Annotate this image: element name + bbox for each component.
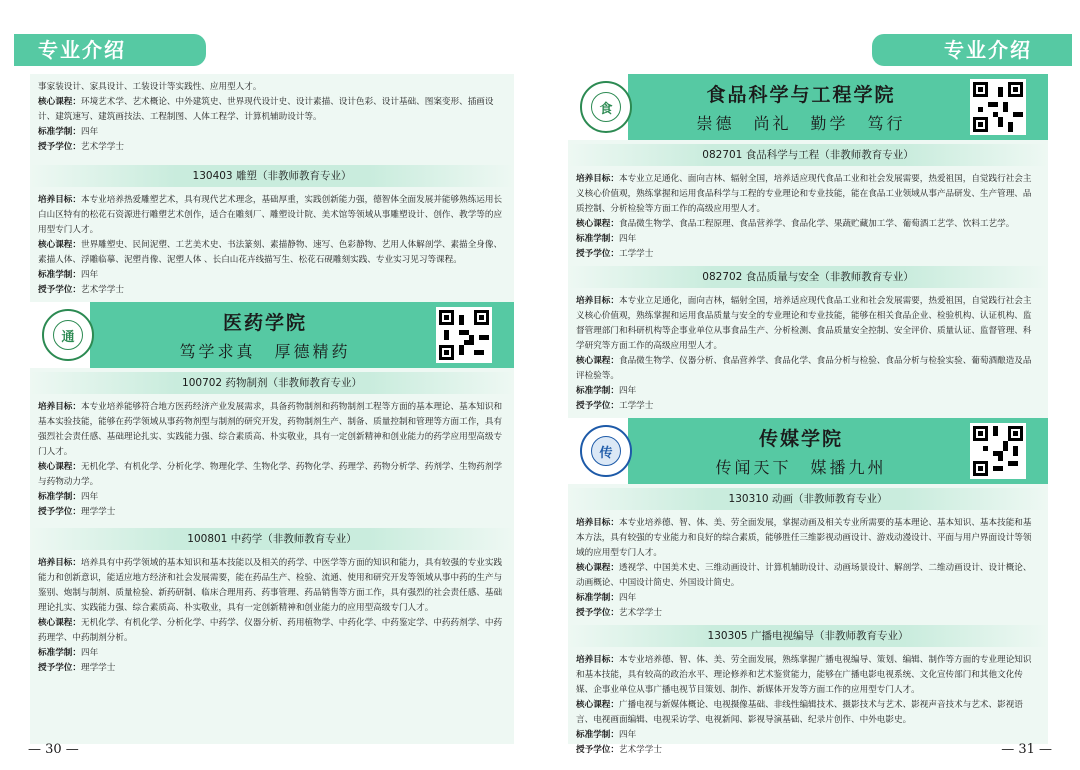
page-number-right: — 31 — — [1001, 742, 1052, 757]
major-block-food-science — [568, 172, 1048, 262]
core-courses: 核心课程：广播电视与新媒体概论、电视摄像基础、非线性编辑技术、摄影技术与艺术、影视声音技术与艺术、影视语言、电视画面编辑、电视采访学、电视新闻、影视导演基础、纪录片创作、中外电影史。 — [576, 700, 1023, 725]
degree: 授予学位：工学学士 — [576, 249, 654, 259]
college-seal-icon: 传 — [580, 425, 632, 477]
major-title-tcm: 100801 中药学（非教师教育专业） — [30, 528, 514, 550]
study-duration: 标准学制：四年 — [38, 270, 99, 280]
core-courses: 核心课程：食品微生物学、食品工程原理、食品营养学、食品化学、果蔬贮藏加工学、葡萄酒工艺学、饮料工艺学。 — [576, 219, 1015, 229]
major-title-food-science: 082701 食品科学与工程（非教师教育专业） — [568, 144, 1048, 166]
major-block-food-safety — [568, 294, 1048, 414]
page-number-left: — 30 — — [28, 742, 79, 757]
study-duration: 标准学制：四年 — [38, 492, 99, 502]
qr-code-icon — [970, 423, 1026, 479]
degree: 授予学位：艺术学学士 — [38, 285, 124, 295]
study-duration: 标准学制：四年 — [576, 386, 637, 396]
degree: 授予学位：艺术学学士 — [38, 142, 124, 152]
core-courses: 核心课程：无机化学、有机化学、分析化学、中药学、仪器分析、药用植物学、中药化学、中药鉴定学、中药药剂学、中药药理学、中药制剂分析。 — [38, 618, 503, 643]
training-goal: 培养目标：本专业培养能够符合地方医药经济产业发展需求，具备药物制剂和药物制剂工程等方面的基本理论、基本知识和基本实验技能，能够在药学领域从事药物剂型与制剂的研究开发，药物制剂生产、制备、质量控制和管理等方面工作，具有强烈社会责任感、基础理论扎实、实践能力强、综合素质高、朴实敬业，具有一定创新精神和创业能力的药学应用型高级专门人才。 — [38, 402, 503, 457]
major-block-sculpture — [30, 193, 514, 298]
college-seal-icon: 食 — [580, 81, 632, 133]
college-name: 传媒学院 — [758, 428, 843, 450]
major-block-broadcast — [568, 653, 1048, 758]
major-title-broadcast: 130305 广播电视编导（非教师教育专业） — [568, 625, 1048, 647]
college-banner-food — [568, 74, 1048, 140]
major-block-animation — [568, 516, 1048, 621]
study-duration: 标准学制：四年 — [576, 730, 637, 740]
study-duration: 标准学制：四年 — [576, 234, 637, 244]
college-name: 食品科学与工程学院 — [706, 84, 896, 106]
qr-code-icon — [970, 79, 1026, 135]
core-courses: 核心课程：无机化学、有机化学、分析化学、物理化学、生物化学、药物化学、药理学、药物分析学、药剂学、生物药剂学与药物动力学。 — [38, 462, 503, 487]
intro-line: 事家装设计、家具设计、工装设计等实践性、应用型人才。 — [38, 82, 262, 92]
training-goal: 培养目标：本专业培养德、智、体、美、劳全面发展，掌握动画及相关专业所需要的基本理论、基本知识、基本技能和基本方法，具有较强的专业能力和良好的综合素质，能够胜任三维影视动画设计、游戏动漫设计、平面与用户界面设计等领域的应用型专门人才。 — [576, 518, 1032, 558]
study-duration: 标准学制：四年 — [38, 127, 99, 137]
training-goal: 培养目标：本专业立足通化，面向吉林，辐射全国，培养适应现代食品工业和社会发展需要，热爱祖国，自觉践行社会主义核心价值观，熟练掌握和运用食品质量与安全的专业理论和专业技能，能够在相关食品企业、检验机构、认证机构、监督管理部门和科研机构等企事业单位从事食品生产、分析检测、食品质量安全控制、安全评价、质量认证、监督管理、科学研究等方面工作的高级应用型人才。 — [576, 296, 1032, 351]
training-goal: 培养目标：本专业立足通化、面向吉林、辐射全国，培养适应现代食品工业和社会发展需要，热爱祖国，自觉践行社会主义核心价值观，熟练掌握和运用食品科学与工程的专业理论和专业技能，能在食品工业领域从事产品研发、生产管理、品质控制、分析检验等方面工作的高级应用型人才。 — [576, 174, 1032, 214]
core-courses: 核心课程：环境艺术学、艺术概论、中外建筑史、世界现代设计史、设计素描、设计色彩、设计基础、图案变形、插画设计、建筑速写、建筑画技法、工程制图、人体工程学、计算机辅助设计等。 — [38, 97, 494, 122]
training-goal: 培养目标：本专业培养德、智、体、美、劳全面发展，熟练掌握广播电视编导、策划、编辑、制作等方面的专业理论知识和基本技能，具有较高的政治水平、理论修养和艺术鉴赏能力，能够在广播电影电视系统、文化宣传部门和其他文化传媒、企事业单位从事广播电视节目策划、制作、新媒体开发等方面工作的应用型专门人才。 — [576, 655, 1032, 695]
college-motto: 笃学求真 厚德精药 — [179, 342, 351, 361]
training-goal: 培养目标：本专业培养热爱雕塑艺术，具有现代艺术理念，基础厚重，实践创新能力强，德智体全面发展并能够熟练运用长白山区特有的松花石资源进行雕塑艺术创作，适合在雕刻厂、雕塑设计院、美术馆等领域从事雕塑设计、创作、教学等的应用型专门人才。 — [38, 195, 503, 235]
study-duration: 标准学制：四年 — [576, 593, 637, 603]
college-name: 医药学院 — [222, 312, 307, 334]
section-header-left: 专业介绍 — [14, 34, 206, 66]
college-motto: 传闻天下 媒播九州 — [715, 458, 887, 477]
major-block-pharmaceutics — [30, 400, 514, 520]
core-courses: 核心课程：透视学、中国美术史、三维动画设计、计算机辅助设计、动画场景设计、解剖学、二维动画设计、设计概论、动画概论、中国设计简史、外国设计简史。 — [576, 563, 1032, 588]
training-goal: 培养目标：培养具有中药学领域的基本知识和基本技能以及相关的药学、中医学等方面的知识和能力，具有较强的专业实践能力和创新意识，能适应地方经济和社会发展需要，能在药品生产、检验、流通、使用和研究开发等领域从事中药的生产与鉴别、炮制与制剂、质量检验、新药研制、临床合理用药、药事管理、药品销售等方面工作，具有强烈的社会责任感、基础理论扎实、实践能力强、综合素质高、朴实敬业，具有一定创新精神和创业能力的应用型高级专门人才。 — [38, 558, 503, 613]
degree: 授予学位：理学学士 — [38, 507, 116, 517]
degree: 授予学位：艺术学学士 — [576, 608, 662, 618]
college-banner-media — [568, 418, 1048, 484]
college-banner-pharmacy — [30, 302, 514, 368]
core-courses: 核心课程：世界雕塑史、民间泥塑、工艺美术史、书法篆刻、素描静物、速写、色彩静物、艺用人体解剖学、素描全身像、素描人体、浮雕临摹、泥塑肖像、泥塑人体 、长白山花卉线描写生、松花石砚雕刻实践、专业实习见习等课程。 — [38, 240, 503, 265]
college-motto: 崇德 尚礼 勤学 笃行 — [696, 114, 906, 133]
core-courses: 核心课程：食品微生物学、仪器分析、食品营养学、食品化学、食品分析与检验、食品分析与检验实验、葡萄酒酿造及品评检验等。 — [576, 356, 1032, 381]
degree: 授予学位：艺术学学士 — [576, 745, 662, 755]
major-title-sculpture: 130403 雕塑（非教师教育专业） — [30, 165, 514, 187]
right-page — [568, 74, 1048, 755]
major-title-food-safety: 082702 食品质量与安全（非教师教育专业） — [568, 266, 1048, 288]
left-page — [30, 74, 514, 744]
major-title-pharmaceutics: 100702 药物制剂（非教师教育专业） — [30, 372, 514, 394]
degree: 授予学位：理学学士 — [38, 663, 116, 673]
qr-code-icon — [436, 307, 492, 363]
section-header-right: 专业介绍 — [872, 34, 1072, 66]
major-block-tcm — [30, 556, 514, 676]
college-seal-icon: 通 — [42, 309, 94, 361]
major-title-animation: 130310 动画（非教师教育专业） — [568, 488, 1048, 510]
intro-block — [30, 74, 514, 155]
degree: 授予学位：工学学士 — [576, 401, 654, 411]
study-duration: 标准学制：四年 — [38, 648, 99, 658]
